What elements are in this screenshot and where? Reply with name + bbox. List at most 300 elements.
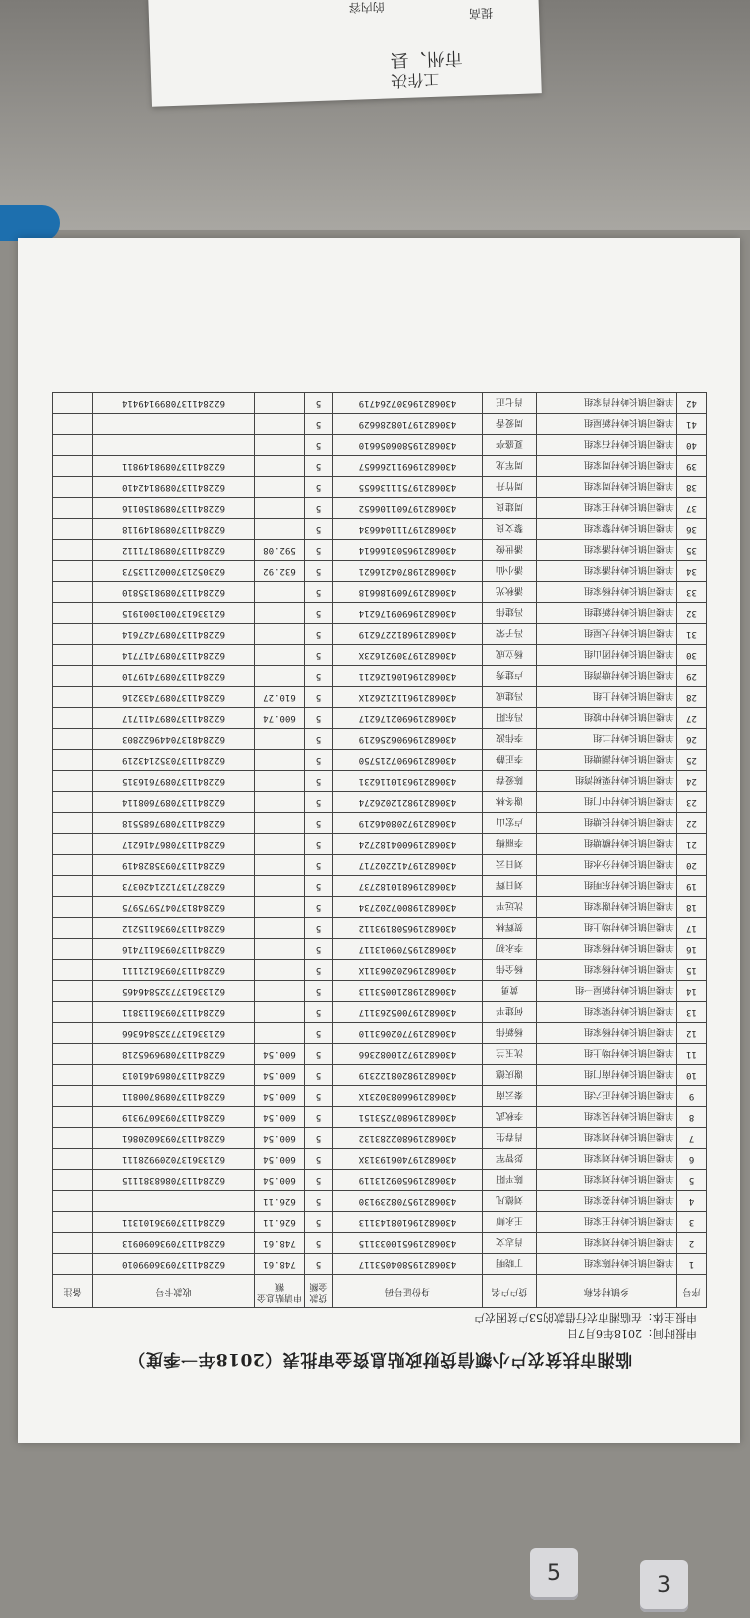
cell-remark	[53, 771, 93, 792]
header-id-number: 身份证号码	[333, 1275, 483, 1308]
cell-subsidy	[255, 771, 305, 792]
table-row	[53, 918, 707, 939]
cell-id-number: 430682197005263117	[333, 1002, 483, 1023]
table-row	[53, 645, 707, 666]
cell-village: 羊楼司镇长岭村杨家组	[537, 960, 677, 981]
cell-village: 羊楼司镇长岭村中门组	[537, 792, 677, 813]
cell-id-number: 430682196508193112	[333, 918, 483, 939]
cell-subsidy	[255, 1023, 305, 1044]
cell-name: 彭智军	[483, 1149, 537, 1170]
cell-subsidy	[255, 939, 305, 960]
cell-subsidy: 632.92	[255, 561, 305, 582]
cell-remark	[53, 1023, 93, 1044]
cell-name: 黎文良	[483, 519, 537, 540]
cell-remark	[53, 1212, 93, 1233]
cell-name: 黄勇	[483, 981, 537, 1002]
cell-remark	[53, 834, 93, 855]
cell-subsidy	[255, 834, 305, 855]
cell-index: 24	[677, 771, 707, 792]
cell-amount: 5	[305, 582, 333, 603]
table-row	[53, 897, 707, 918]
cell-id-number: 430682196509213119	[333, 1170, 483, 1191]
cell-account: 6228411370897417714	[93, 645, 255, 666]
cell-name: 冯东阳	[483, 708, 537, 729]
cell-name: 刘德凡	[483, 1191, 537, 1212]
cell-id-number: 430682198704216621	[333, 561, 483, 582]
table-row	[53, 519, 707, 540]
cell-village: 羊楼司镇长岭村杨家组	[537, 582, 677, 603]
background-keyboard	[520, 1538, 750, 1618]
table-row	[53, 1002, 707, 1023]
cell-amount: 5	[305, 1233, 333, 1254]
cell-village: 羊楼司镇长岭村陈家组	[537, 1254, 677, 1275]
cell-name: 冯子荣	[483, 624, 537, 645]
cell-amount: 5	[305, 960, 333, 981]
cell-index: 10	[677, 1065, 707, 1086]
cell-name: 贺辉林	[483, 918, 537, 939]
cell-account: 6228411370868381115	[93, 1170, 255, 1191]
cell-account: 6228411370897685518	[93, 813, 255, 834]
cell-index: 19	[677, 876, 707, 897]
cell-remark	[53, 813, 93, 834]
header-name: 贷户户名	[483, 1275, 537, 1308]
cell-name: 李伟波	[483, 729, 537, 750]
cell-name: 陈爱春	[483, 771, 537, 792]
cell-account: 6228411370352143219	[93, 750, 255, 771]
cell-index: 25	[677, 750, 707, 771]
cell-id-number: 43068219611212621X	[333, 687, 483, 708]
cell-name: 秦云南	[483, 1086, 537, 1107]
cell-remark	[53, 855, 93, 876]
cell-amount: 5	[305, 813, 333, 834]
cell-account: 6228411370936115212	[93, 918, 255, 939]
cell-subsidy: 610.27	[255, 687, 305, 708]
cell-name: 刘日辉	[483, 876, 537, 897]
table-row	[53, 960, 707, 981]
cell-remark	[53, 792, 93, 813]
cell-account: 6228411370897419710	[93, 666, 255, 687]
cell-account: 6228411370936079319	[93, 1107, 255, 1128]
cell-amount: 5	[305, 477, 333, 498]
cell-amount: 5	[305, 1128, 333, 1149]
table-row	[53, 582, 707, 603]
cell-remark	[53, 708, 93, 729]
document-title: 临湘市扶贫农户小额信贷财政贴息资金审批表（2018年一季度）	[127, 1349, 633, 1369]
cell-account: 6230521370002113573	[93, 561, 255, 582]
cell-subsidy: 600.54	[255, 1149, 305, 1170]
cell-subsidy	[255, 855, 305, 876]
table-row	[53, 624, 707, 645]
cell-index: 7	[677, 1128, 707, 1149]
cell-subsidy: 600.54	[255, 1128, 305, 1149]
cell-name: 冯建成	[483, 687, 537, 708]
table-row	[53, 540, 707, 561]
cell-subsidy	[255, 435, 305, 456]
cell-subsidy: 626.11	[255, 1212, 305, 1233]
cell-id-number: 430682195708239130	[333, 1191, 483, 1212]
cell-village: 羊楼司镇长岭村潘家组	[537, 561, 677, 582]
cell-remark	[53, 876, 93, 897]
cell-name: 李秋武	[483, 1107, 537, 1128]
cell-account: 6228411370898142410	[93, 477, 255, 498]
cell-subsidy	[255, 792, 305, 813]
cell-index: 30	[677, 645, 707, 666]
cell-amount: 5	[305, 435, 333, 456]
cell-remark	[53, 435, 93, 456]
cell-name: 周竹升	[483, 477, 537, 498]
table-row	[53, 666, 707, 687]
cell-index: 29	[677, 666, 707, 687]
cell-account: 6228411370898700811	[93, 1086, 255, 1107]
table-row	[53, 603, 707, 624]
cell-index: 23	[677, 792, 707, 813]
cell-index: 41	[677, 414, 707, 435]
table-header-row	[53, 1275, 707, 1308]
cell-subsidy	[255, 813, 305, 834]
cell-remark	[53, 729, 93, 750]
header-index: 序号	[677, 1275, 707, 1308]
cell-remark	[53, 561, 93, 582]
cell-name: 肖志文	[483, 1233, 537, 1254]
blue-sticker-decoration	[0, 205, 60, 241]
cell-subsidy	[255, 519, 305, 540]
cell-id-number: 43068219730921623X	[333, 645, 483, 666]
cell-remark	[53, 918, 93, 939]
cell-account: 6228411370867416217	[93, 834, 255, 855]
table-row	[53, 498, 707, 519]
cell-subsidy: 748.61	[255, 1254, 305, 1275]
cell-index: 4	[677, 1191, 707, 1212]
cell-village: 羊楼司镇长岭村刘家组	[537, 1149, 677, 1170]
cell-index: 31	[677, 624, 707, 645]
cell-index: 42	[677, 393, 707, 414]
cell-account: 6228481370449622803	[93, 729, 255, 750]
cell-remark	[53, 603, 93, 624]
cell-account: 6228411370897608114	[93, 792, 255, 813]
table-row	[53, 729, 707, 750]
cell-village: 羊楼司镇长岭村周家组	[537, 477, 677, 498]
cell-id-number: 430682196911266657	[333, 456, 483, 477]
cell-name: 杨新伟	[483, 1023, 537, 1044]
table-row	[53, 1254, 707, 1275]
cell-id-number: 430682198212026274	[333, 792, 483, 813]
table-row	[53, 876, 707, 897]
cell-name: 冯建伟	[483, 603, 537, 624]
cell-remark	[53, 540, 93, 561]
cell-village: 羊楼司镇长岭村大屋组	[537, 624, 677, 645]
cell-amount: 5	[305, 645, 333, 666]
cell-amount: 5	[305, 855, 333, 876]
cell-village: 羊楼司镇长岭村中坡组	[537, 708, 677, 729]
cell-remark	[53, 519, 93, 540]
table-row	[53, 393, 707, 414]
header-amount: 贷款金额	[305, 1275, 333, 1308]
cell-subsidy: 600.54	[255, 1044, 305, 1065]
cell-account	[93, 435, 255, 456]
cell-amount: 5	[305, 876, 333, 897]
cell-village: 羊楼司镇长岭村分水组	[537, 855, 677, 876]
cell-subsidy	[255, 876, 305, 897]
cell-subsidy	[255, 498, 305, 519]
header-subsidy: 申请贴息金额	[255, 1275, 305, 1308]
table-row	[53, 1191, 707, 1212]
cell-village: 羊楼司镇长岭村杨家组	[537, 1023, 677, 1044]
cell-index: 2	[677, 1233, 707, 1254]
cell-account: 6228411370898135810	[93, 582, 255, 603]
cell-amount: 5	[305, 834, 333, 855]
table-row	[53, 687, 707, 708]
cell-remark	[53, 1128, 93, 1149]
cell-amount: 5	[305, 393, 333, 414]
cell-index: 35	[677, 540, 707, 561]
cell-account: 6228411370898150116	[93, 498, 255, 519]
cell-remark	[53, 897, 93, 918]
cell-name: 潘世俊	[483, 540, 537, 561]
cell-subsidy	[255, 603, 305, 624]
cell-name: 李丽梅	[483, 834, 537, 855]
approval-table	[52, 392, 707, 1308]
cell-remark	[53, 1086, 93, 1107]
cell-amount: 5	[305, 1191, 333, 1212]
cell-name: 陈平阳	[483, 1170, 537, 1191]
cell-subsidy: 600.54	[255, 1086, 305, 1107]
cell-amount: 5	[305, 561, 333, 582]
cell-village: 羊楼司镇长岭村团山组	[537, 645, 677, 666]
cell-index: 13	[677, 1002, 707, 1023]
cell-id-number: 430682196906256219	[333, 729, 483, 750]
cell-remark	[53, 1002, 93, 1023]
cell-id-number: 430682196909176214	[333, 603, 483, 624]
cell-village: 羊楼司镇长岭村周家组	[537, 456, 677, 477]
cell-account: 6228411370898149811	[93, 456, 255, 477]
cell-village: 羊楼司镇长岭村潘家组	[537, 540, 677, 561]
cell-amount: 5	[305, 750, 333, 771]
cell-amount: 5	[305, 1086, 333, 1107]
cell-amount: 5	[305, 1170, 333, 1191]
cell-account: 6228411370898171112	[93, 540, 255, 561]
document-organization: 申报主体：在临湘市农行借款的53户贫困农户	[474, 1311, 697, 1324]
cell-village: 羊楼司镇长岭村刘家组	[537, 1128, 677, 1149]
cell-account: 6228411370897433216	[93, 687, 255, 708]
cell-name: 杨立成	[483, 645, 537, 666]
table-row	[53, 1065, 707, 1086]
cell-index: 18	[677, 897, 707, 918]
cell-name: 谢冬林	[483, 792, 537, 813]
cell-name: 何建平	[483, 1002, 537, 1023]
cell-subsidy	[255, 645, 305, 666]
cell-name: 肖春生	[483, 1128, 537, 1149]
cell-name: 周爱香	[483, 414, 537, 435]
cell-remark	[53, 1149, 93, 1170]
cell-index: 36	[677, 519, 707, 540]
cell-id-number: 430682196004182724	[333, 834, 483, 855]
cell-village: 羊楼司镇长岭村塘湾组	[537, 666, 677, 687]
cell-index: 32	[677, 603, 707, 624]
cell-account	[93, 414, 255, 435]
table-row	[53, 1044, 707, 1065]
cell-index: 33	[677, 582, 707, 603]
cell-subsidy	[255, 666, 305, 687]
cell-village: 羊楼司镇长岭村正六组	[537, 1086, 677, 1107]
cell-remark	[53, 981, 93, 1002]
cell-name: 潘小仙	[483, 561, 537, 582]
cell-remark	[53, 414, 93, 435]
cell-village: 羊楼司镇长岭村石家组	[537, 435, 677, 456]
cell-index: 16	[677, 939, 707, 960]
cell-village: 羊楼司镇长岭村新屋组	[537, 414, 677, 435]
cell-amount: 5	[305, 1002, 333, 1023]
cell-id-number: 430682197108286629	[333, 414, 483, 435]
cell-name: 周建良	[483, 498, 537, 519]
table-row	[53, 456, 707, 477]
header-remark: 备注	[53, 1275, 93, 1308]
cell-index: 20	[677, 855, 707, 876]
cell-name: 沈远平	[483, 897, 537, 918]
cell-remark	[53, 1254, 93, 1275]
cell-id-number: 430682197111046634	[333, 519, 483, 540]
cell-remark	[53, 393, 93, 414]
cell-subsidy	[255, 1002, 305, 1023]
cell-amount: 5	[305, 456, 333, 477]
cell-remark	[53, 1065, 93, 1086]
table-row	[53, 771, 707, 792]
table-row	[53, 1170, 707, 1191]
cell-id-number: 430682196108143113	[333, 1212, 483, 1233]
cell-amount: 5	[305, 666, 333, 687]
cell-id-number: 43068219740619313X	[333, 1149, 483, 1170]
cell-account: 6213361377325846366	[93, 1023, 255, 1044]
cell-amount: 5	[305, 897, 333, 918]
cell-id-number: 430682196807253151	[333, 1107, 483, 1128]
cell-subsidy: 748.61	[255, 1233, 305, 1254]
cell-name: 卢宏山	[483, 813, 537, 834]
cell-remark	[53, 666, 93, 687]
cell-account: 6228411370936113811	[93, 1002, 255, 1023]
cell-account: 6213361370013001915	[93, 603, 255, 624]
cell-subsidy	[255, 750, 305, 771]
keyboard-key: 3	[640, 1560, 688, 1612]
cell-amount: 5	[305, 1065, 333, 1086]
cell-subsidy	[255, 960, 305, 981]
cell-remark	[53, 456, 93, 477]
cell-name: 杨全伟	[483, 960, 537, 981]
keyboard-key: 5	[530, 1548, 578, 1600]
cell-amount: 5	[305, 981, 333, 1002]
cell-index: 21	[677, 834, 707, 855]
cell-village: 羊楼司镇长岭村新建组	[537, 603, 677, 624]
cell-subsidy	[255, 414, 305, 435]
cell-account: 6228411370936020861	[93, 1128, 255, 1149]
cell-subsidy	[255, 981, 305, 1002]
cell-subsidy	[255, 729, 305, 750]
cell-id-number: 430682196812276219	[333, 624, 483, 645]
cell-remark	[53, 687, 93, 708]
cell-account: 6228411370897411717	[93, 708, 255, 729]
cell-village: 羊楼司镇长岭村南门组	[537, 1065, 677, 1086]
scrap-text-1: 市州、县	[390, 46, 463, 71]
table-body	[53, 393, 707, 1275]
cell-id-number: 430682197208046219	[333, 813, 483, 834]
cell-id-number: 430682198208122319	[333, 1065, 483, 1086]
cell-account: 6228411370897427614	[93, 624, 255, 645]
cell-index: 37	[677, 498, 707, 519]
cell-village: 羊楼司镇长岭村谢家组	[537, 897, 677, 918]
cell-account: 6228411370936090913	[93, 1233, 255, 1254]
cell-index: 12	[677, 1023, 707, 1044]
table-row	[53, 1149, 707, 1170]
cell-village: 羊楼司镇长岭村湖塘组	[537, 750, 677, 771]
cell-amount: 5	[305, 771, 333, 792]
cell-id-number: 430682196902176217	[333, 708, 483, 729]
cell-amount: 5	[305, 1023, 333, 1044]
cell-index: 27	[677, 708, 707, 729]
cell-remark	[53, 477, 93, 498]
table-row	[53, 561, 707, 582]
cell-village: 羊楼司镇长岭村王家组	[537, 1212, 677, 1233]
scrap-text-3: 提高	[468, 5, 494, 21]
cell-village: 羊楼司镇长岭村长塘组	[537, 813, 677, 834]
table-row	[53, 708, 707, 729]
cell-id-number: 43068219620206311X	[333, 960, 483, 981]
cell-name: 李正静	[483, 750, 537, 771]
scrap-text-4: 的内容	[348, 0, 385, 15]
cell-id-number: 430682195806056610	[333, 435, 483, 456]
table-row	[53, 750, 707, 771]
cell-account: 6228411370899149414	[93, 393, 255, 414]
table-row	[53, 1212, 707, 1233]
cell-account: 6213361370209928111	[93, 1149, 255, 1170]
cell-amount: 5	[305, 540, 333, 561]
cell-index: 11	[677, 1044, 707, 1065]
document-content-rotated	[53, 334, 707, 1374]
scrap-text-2: 工作决	[390, 69, 440, 91]
cell-amount: 5	[305, 708, 333, 729]
cell-id-number: 430682197609186618	[333, 582, 483, 603]
cell-subsidy	[255, 918, 305, 939]
cell-subsidy: 592.08	[255, 540, 305, 561]
table-row	[53, 477, 707, 498]
cell-amount: 5	[305, 498, 333, 519]
table-row	[53, 813, 707, 834]
cell-index: 22	[677, 813, 707, 834]
cell-index: 8	[677, 1107, 707, 1128]
cell-id-number: 430682196510033115	[333, 1233, 483, 1254]
cell-account: 6228411370936099010	[93, 1254, 255, 1275]
cell-account: 6228411370898149118	[93, 519, 255, 540]
table-row	[53, 414, 707, 435]
cell-account: 6228411370936101311	[93, 1212, 255, 1233]
cell-subsidy	[255, 897, 305, 918]
cell-village: 羊楼司镇长岭村二组	[537, 729, 677, 750]
cell-id-number: 430682196307264719	[333, 393, 483, 414]
cell-amount: 5	[305, 687, 333, 708]
cell-id-number: 430682196802283132	[333, 1128, 483, 1149]
cell-id-number: 430682197702063110	[333, 1023, 483, 1044]
cell-amount: 5	[305, 918, 333, 939]
cell-account: 6228271371221420373	[93, 876, 255, 897]
cell-village: 羊楼司镇长岭村吴家组	[537, 1107, 677, 1128]
cell-id-number: 430682196810182737	[333, 876, 483, 897]
cell-amount: 5	[305, 1254, 333, 1275]
table-row	[53, 792, 707, 813]
cell-village: 羊楼司镇长岭村坳上组	[537, 918, 677, 939]
cell-account: 6228411370896965218	[93, 1044, 255, 1065]
cell-account: 6228411370936117416	[93, 939, 255, 960]
cell-village: 羊楼司镇长岭村栗树湾组	[537, 771, 677, 792]
cell-index: 40	[677, 435, 707, 456]
cell-remark	[53, 1170, 93, 1191]
cell-id-number: 430682198007202734	[333, 897, 483, 918]
